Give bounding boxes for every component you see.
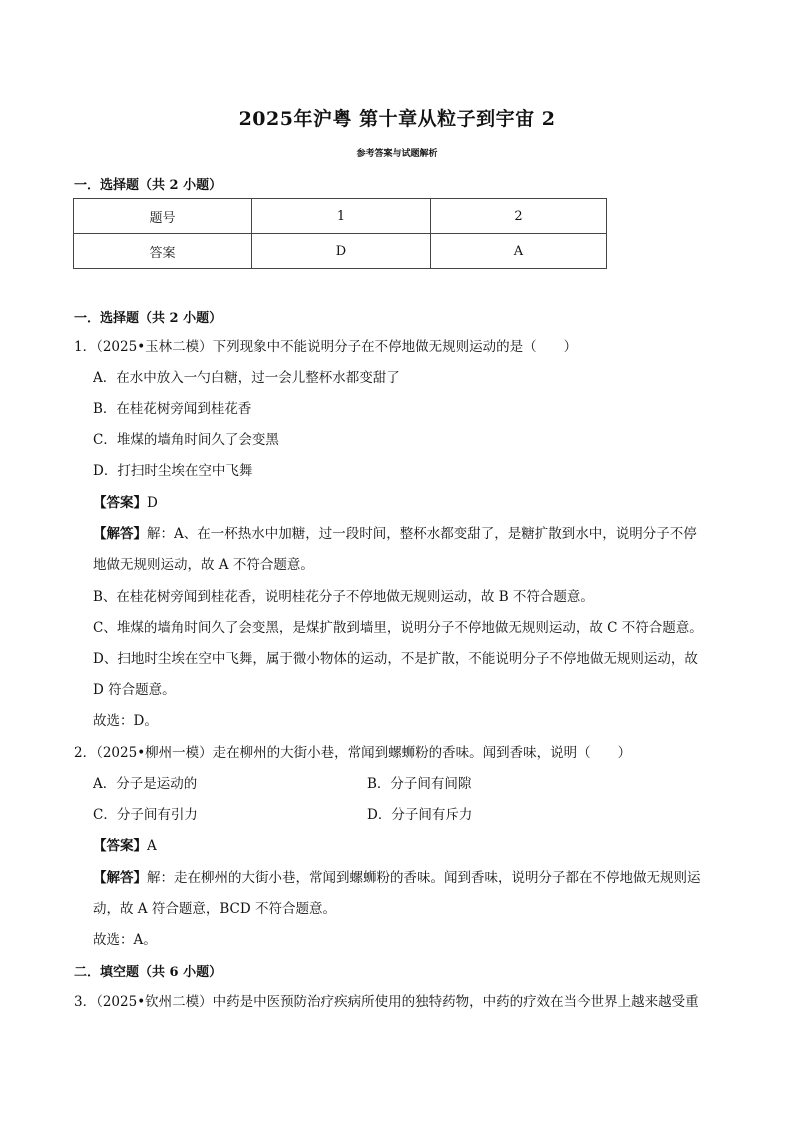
question-1-option-a: A．在水中放入一勺白糖，过一会儿整杯水都变甜了	[93, 370, 400, 386]
table-row	[74, 234, 607, 269]
question-1-analysis-line	[93, 524, 697, 544]
question-2-option-d: D．分子间有斥力	[367, 807, 473, 823]
question-2-option-a: A．分子是运动的	[93, 776, 198, 792]
analysis-text: 解：A、在一杯热水中加糖，过一段时间，整杯水都变甜了，是糖扩散到水中，说明分子不停	[147, 526, 697, 542]
question-2-answer	[93, 836, 157, 856]
question-1-analysis-line: D、扫地时尘埃在空中飞舞，属于微小物体的运动，不是扩散，不能说明分子不停地做无规则运动，故	[93, 651, 698, 667]
answer-tag: 【答案】	[93, 495, 147, 511]
question-1-analysis-line: 地做无规则运动，故 A 不符合题意。	[93, 557, 314, 573]
table-row	[74, 199, 607, 234]
analysis-tag: 【解答】	[93, 526, 147, 542]
table-cell: D	[252, 234, 431, 269]
table-cell: 2	[431, 199, 607, 234]
answer-value: D	[147, 495, 158, 511]
question-2-analysis-line	[93, 868, 701, 888]
question-2-stem: 2．（2025•柳州一模）走在柳州的大街小巷，常闻到螺蛳粉的香味。闻到香味，说明（ ）	[74, 745, 632, 761]
question-1-conclusion: 故选：D。	[93, 713, 158, 729]
table-cell: A	[431, 234, 607, 269]
question-1-option-c: C．堆煤的墙角时间久了会变黑	[93, 432, 279, 448]
question-1-answer	[93, 493, 158, 513]
section-heading-choice: 一．选择题（共 2 小题）	[74, 178, 223, 193]
analysis-tag: 【解答】	[93, 870, 147, 886]
table-cell: 1	[252, 199, 431, 234]
table-cell: 答案	[74, 234, 252, 269]
page-subtitle: 参考答案与试题解析	[356, 149, 438, 159]
question-2-option-b: B．分子间有间隙	[367, 776, 472, 792]
question-1-option-b: B．在桂花树旁闻到桂花香	[93, 401, 252, 417]
question-2-analysis-line: 动，故 A 符合题意，BCD 不符合题意。	[93, 901, 336, 917]
question-3-stem: 3．（2025•钦州二模）中药是中医预防治疗疾病所使用的独特药物，中药的疗效在当今世界上越来越受重	[74, 994, 699, 1010]
section-heading-fill: 二．填空题（共 6 小题）	[74, 965, 223, 980]
page-title: 2025年沪粤 第十章从粒子到宇宙 2	[238, 108, 556, 130]
question-2-option-c: C．分子间有引力	[93, 807, 198, 823]
analysis-text: 解：走在柳州的大街小巷，常闻到螺蛳粉的香味。闻到香味，说明分子都在不停地做无规则运	[147, 870, 701, 886]
section-heading-choice-repeat: 一．选择题（共 2 小题）	[74, 311, 223, 326]
table-cell: 题号	[74, 199, 252, 234]
question-1-analysis-line: B、在桂花树旁闻到桂花香，说明桂花分子不停地做无规则运动，故 B 不符合题意。	[93, 589, 594, 605]
answer-table	[73, 198, 607, 269]
question-1-analysis-line: D 符合题意。	[93, 682, 176, 698]
question-1-analysis-line: C、堆煤的墙角时间久了会变黑，是煤扩散到墙里，说明分子不停地做无规则运动，故 C 不符合题意。	[93, 620, 703, 636]
answer-value: A	[147, 838, 157, 854]
answer-tag: 【答案】	[93, 838, 147, 854]
question-2-conclusion: 故选：A。	[93, 932, 157, 948]
question-1-stem: 1．（2025•玉林二模）下列现象中不能说明分子在不停地做无规则运动的是（ ）	[74, 339, 578, 355]
question-1-option-d: D．打扫时尘埃在空中飞舞	[93, 463, 253, 479]
